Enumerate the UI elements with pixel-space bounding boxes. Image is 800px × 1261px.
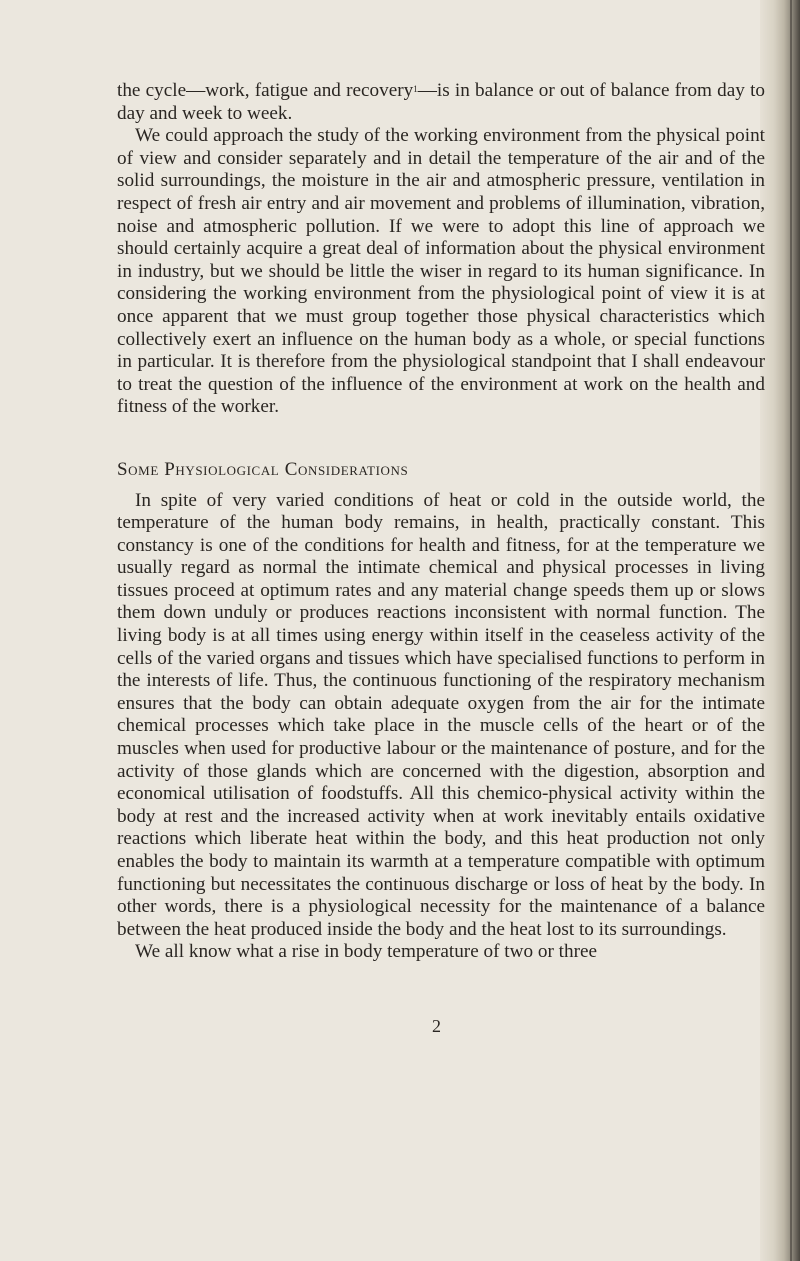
paragraph-1-text-start: the cycle—work, fatigue and recovery (117, 80, 414, 101)
paragraph-3: In spite of very varied conditions of heat or cold in the outside world, the temperature of the human body remains, in health, practically constant. This constancy is one of the conditions for health and fitness, for at the temperature we usually regard as normal the intimate chemical and physical processes in living tissues proceed at optimum rates and any material change speeds them up or slows them down unduly or produces reactions inconsistent with normal function. The living body is at all times using energy within itself in the ceaseless activity of the cells of the varied organs and tissues which have specialised functions to perform in the interests of life. Thus, the continuous functioning of the respiratory mechanism ensures that the body can obtain adequate oxygen from the air for the intimate chemical processes which take place in the muscle cells of the heart or of the muscles when used for productive labour or the maintenance of posture, and for the activity of those glands which are concerned with the digestion, absorption and economical utilisation of foodstuffs. All this chemico-physical activity within the body at rest and the increased activity when at work inevitably entails oxidative reactions which liberate heat within the body, and this heat production not only enables the body to maintain its warmth at a temperature compatible with optimum functioning but necessitates the continuous discharge or loss of heat by the body. In other words, there is a physiological necessity for the maintenance of a balance between the heat produced inside the body and the heat lost to its surroundings. (117, 489, 765, 940)
section-heading: Some Physiological Considerations (117, 458, 409, 480)
body-text (117, 80, 765, 964)
paragraph-1 (117, 80, 765, 125)
paragraph-2: We could approach the study of the working environment from the physical point of view and consider separately and in detail the temperature of the air and of the solid surroundings, the moisture in the air and atmospheric pressure, ventilation in respect of fresh air entry and air movement and problems of illumination, vibration, noise and atmospheric pollution. If we were to adopt this line of approach we should certainly acquire a great deal of information about the physical environment in industry, but we should be little the wiser in regard to its human significance. In considering the working environment from the physiological point of view it is at once apparent that we must group together those physical characteristics which collectively exert an influence on the human body as a whole, or special functions in particular. It is therefore from the physiological standpoint that I shall endeavour to treat the question of the influence of the environment at work on the health and fitness of the worker. (117, 125, 765, 418)
paragraph-4: We all know what a rise in body temperature of two or three (135, 941, 597, 963)
page-edge-shadow (760, 0, 800, 1261)
paragraph-1-text-end: —is in balance or out of balance from day to day and week to week. (117, 80, 765, 124)
page-number: 2 (432, 1016, 441, 1036)
footnote-marker: 1 (413, 84, 418, 94)
binding-line (790, 0, 792, 1261)
